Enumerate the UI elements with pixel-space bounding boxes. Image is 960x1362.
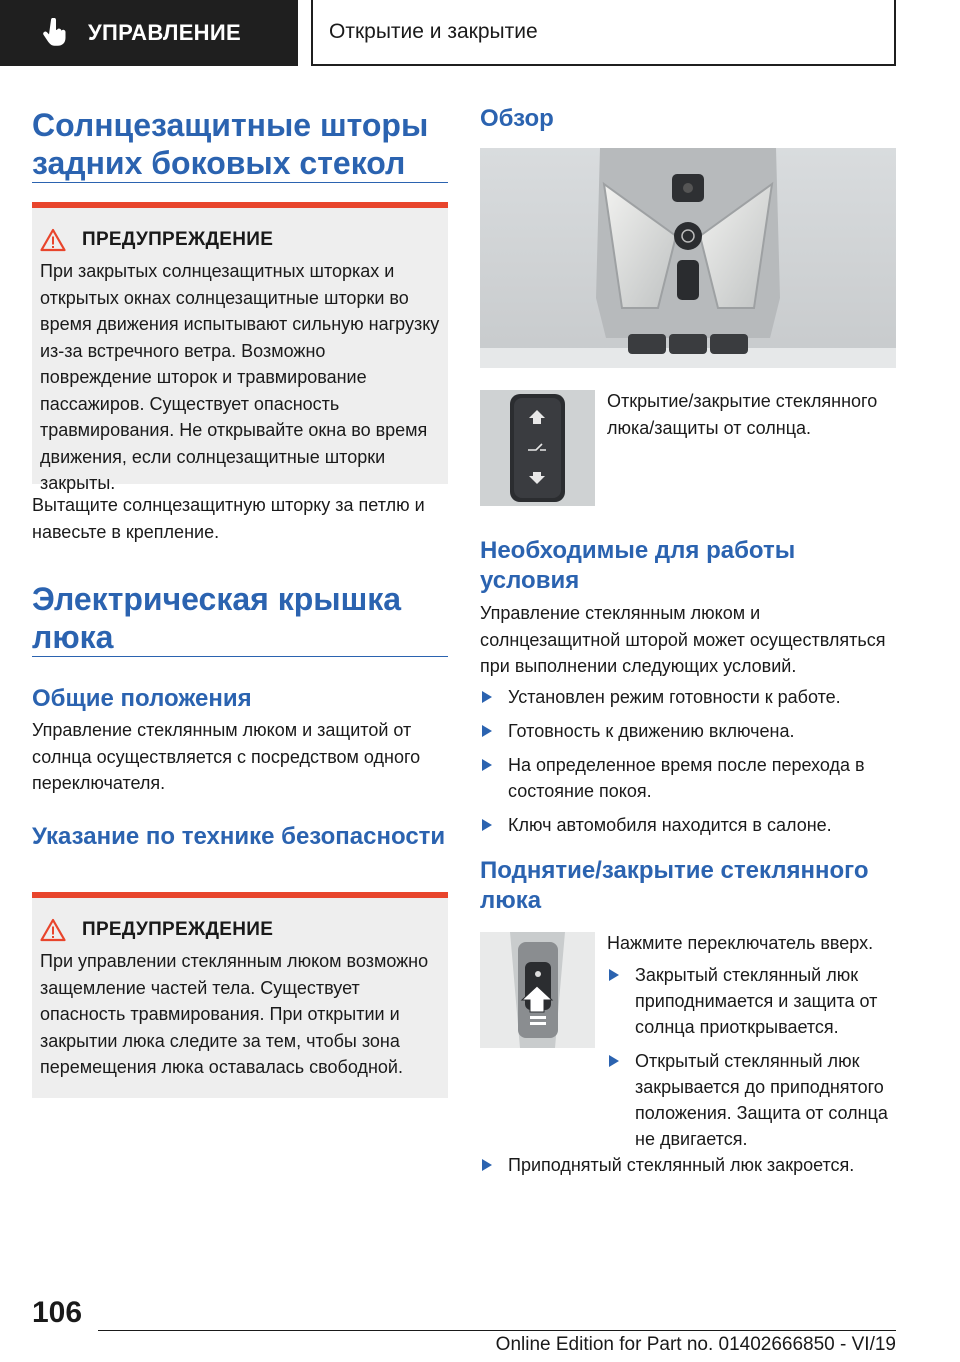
lift-instruction: Нажмите переключатель вверх.: [607, 933, 874, 953]
bullet-triangle-icon: [482, 759, 492, 771]
lift-switch-image: [480, 932, 595, 1048]
edition-footer: Online Edition for Part no. 01402666850 - VI/19: [495, 1334, 896, 1355]
bullet-triangle-icon: [609, 969, 619, 981]
bullet-triangle-icon: [609, 1055, 619, 1067]
subtitle-general: Общие положения: [32, 685, 252, 712]
chapter-tab: [311, 0, 896, 66]
warning-triangle-icon: [40, 918, 66, 942]
hand-pointer-icon: [42, 18, 68, 48]
lift-final-list: [480, 1152, 896, 1186]
section-tab: [0, 0, 298, 66]
subtitle-lift-close: Поднятие/закрытие стеклянного люка: [480, 857, 869, 914]
title-electric-roof: Электрическая крышка люка: [32, 581, 402, 655]
list-item: На определенное время после перехода в состояние покоя.: [480, 752, 896, 804]
roof-switch-image: [480, 390, 595, 506]
list-item: Установлен режим готовности к работе.: [480, 684, 896, 710]
list-item: Закрытый стеклянный люк приподнимается и защита от солнца приоткрывается.: [607, 962, 897, 1040]
warning-triangle-icon: [40, 228, 66, 252]
list-item: Ключ автомобиля находится в салоне.: [480, 812, 896, 838]
warning-text: При закрытых солнцезащитных шторках и открытых окнах солнцезащитные шторки во время движения испытывают сильную нагрузку из-за встречного ветра. Возможно повреждение шторок и травмирование пассажиров. Существует опасность травмирования. Не открывайте окна во время движения, если солнцезащитные шторки закрыты.: [40, 261, 440, 493]
lift-results-list: [607, 962, 897, 1160]
page-number: 106: [32, 1296, 83, 1329]
warning-box-roof: [32, 892, 448, 1098]
sunshade-instruction: Вытащите солнцезащитную шторку за петлю и навесьте в крепление.: [32, 495, 425, 542]
chapter-label: Открытие и закрытие: [329, 20, 538, 43]
list-item: Открытый стеклянный люк закрывается до приподнятого положения. Защита от солнца не двигается.: [607, 1048, 897, 1152]
title-rule: [32, 182, 448, 183]
title-rule: [32, 656, 448, 657]
requirements-text: Управление стеклянным люком и солнцезащитной шторой может осуществляться при выполнении следующих условий.: [480, 603, 886, 676]
list-item: Готовность к движению включена.: [480, 718, 896, 744]
roof-console-image: [480, 148, 896, 368]
warning-text: При управлении стеклянным люком возможно защемление частей тела. Существует опасность травмирования. При открытии и закрытии люка следите за тем, чтобы зона перемещения люка оставалась свободной.: [40, 951, 429, 1077]
subtitle-safety: Указание по технике безопасности: [32, 823, 446, 850]
title-rear-sunshades: Солнцезащитные шторы задних боковых стекол: [32, 107, 429, 181]
warning-box-sunshades: [32, 202, 448, 493]
subtitle-overview: Обзор: [480, 105, 554, 132]
footer-rule: [98, 1330, 896, 1331]
switch-caption: Открытие/закрытие стеклянного люка/защиты от солнца.: [607, 391, 878, 438]
bullet-triangle-icon: [482, 1159, 492, 1171]
subtitle-requirements: Необходимые для работы условия: [480, 537, 796, 594]
general-text: Управление стеклянным люком и защитой от солнца осуществляется с посредством одного переключателя.: [32, 720, 421, 793]
bullet-triangle-icon: [482, 691, 492, 703]
bullet-triangle-icon: [482, 819, 492, 831]
list-item: Приподнятый стеклянный люк закроется.: [480, 1152, 896, 1178]
section-label: УПРАВЛЕНИЕ: [88, 20, 241, 45]
bullet-triangle-icon: [482, 725, 492, 737]
warning-title: ПРЕДУПРЕЖДЕНИЕ: [82, 229, 274, 250]
requirements-list: [480, 684, 896, 846]
warning-title: ПРЕДУПРЕЖДЕНИЕ: [82, 919, 274, 940]
